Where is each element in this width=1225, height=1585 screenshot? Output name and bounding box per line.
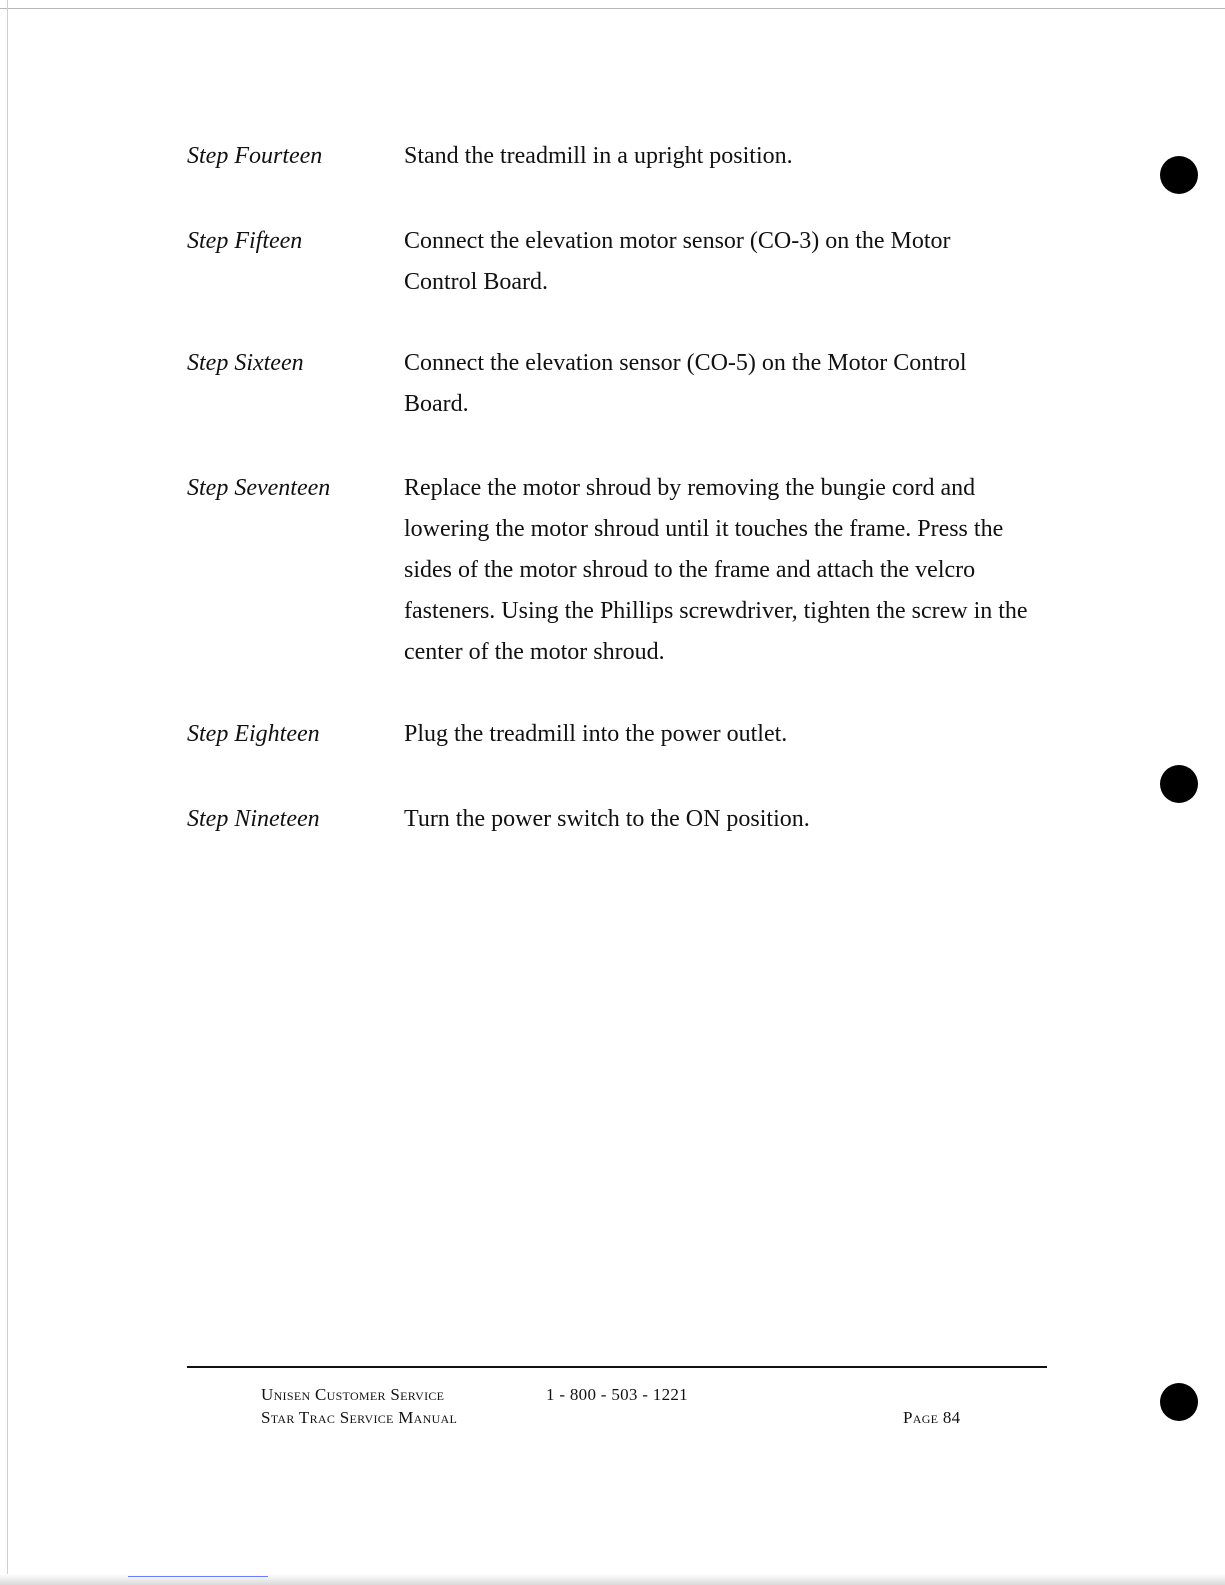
scan-bottom-mark: [128, 1576, 268, 1577]
step-text: Replace the motor shroud by removing the bungie cord and lowering the motor shroud until it touches the frame. Press the sides of the motor shroud to the frame and attach the velcro fasteners. Using the Phillips screwdriver, tighten the screw in the center of the motor shroud.: [404, 475, 1028, 665]
footer-manual-title: Star Trac Service Manual: [261, 1408, 458, 1427]
footer-rule: [187, 1366, 1047, 1368]
scan-left-edge: [7, 0, 8, 1585]
step-text: Plug the treadmill into the power outlet.: [404, 721, 788, 747]
step-text: Connect the elevation motor sensor (CO-3) on the Motor Control Board.: [404, 228, 951, 295]
step-label: Step Nineteen: [187, 806, 320, 832]
punch-hole-bottom: [1160, 1383, 1198, 1421]
step-text: Turn the power switch to the ON position.: [404, 806, 810, 832]
punch-hole-middle: [1160, 765, 1198, 803]
step-text: Stand the treadmill in a upright position.: [404, 143, 793, 169]
step-label: Step Seventeen: [187, 475, 331, 501]
footer-phone: 1 - 800 - 503 - 1221: [546, 1385, 688, 1404]
step-label: Step Eighteen: [187, 721, 320, 747]
step-label: Step Fourteen: [187, 143, 323, 169]
scan-top-edge: [0, 8, 1225, 9]
step-text: Connect the elevation sensor (CO-5) on the Motor Control Board.: [404, 350, 967, 417]
footer-page-number: Page 84: [903, 1408, 961, 1427]
step-label: Step Fifteen: [187, 228, 303, 254]
step-label: Step Sixteen: [187, 350, 304, 376]
punch-hole-top: [1160, 156, 1198, 194]
footer-company: Unisen Customer Service: [261, 1385, 445, 1404]
